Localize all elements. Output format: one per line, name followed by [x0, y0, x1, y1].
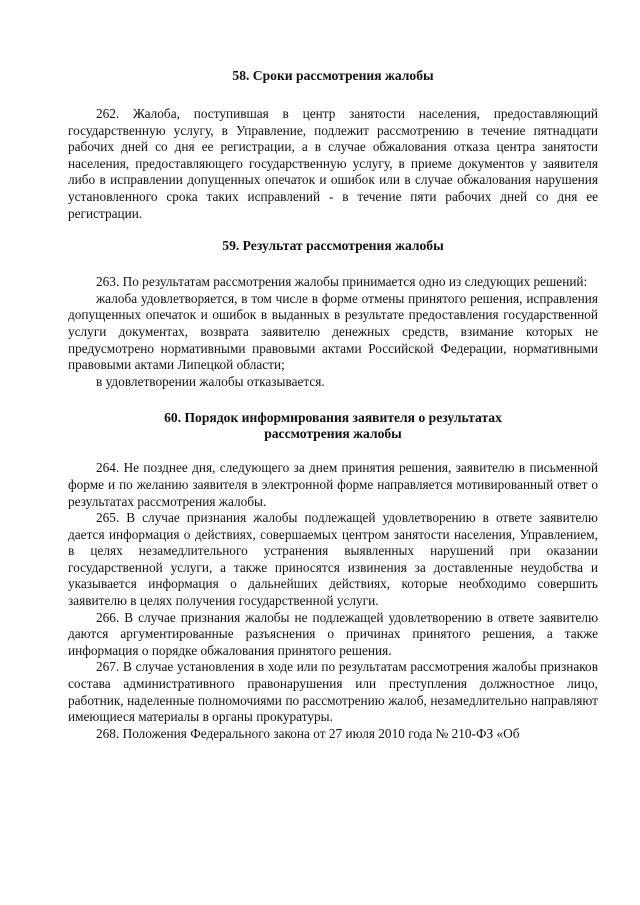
- paragraph-262: 262. Жалоба, поступившая в центр занятости населения, предоставляющий государственную услугу, в Управление, подлежит рассмотрению в течение пятнадцати рабочих дней со дня ее регистрации, а в случае обжалования отказа центра занятости населения, предоставляющего государственную услугу, в приеме документов у заявителя либо в исправлении допущенных опечаток и ошибок или в случае обжалования нарушения установленного срока таких исправлений - в течение пяти рабочих дней со дня ее регистрации.: [68, 106, 598, 221]
- section-heading-60-line1: 60. Порядок информирования заявителя о результатах: [164, 410, 502, 426]
- paragraph-263-option-satisfy: жалоба удовлетворяется, в том числе в форме отмены принятого решения, исправления допущенных опечаток и ошибок в выданных в результате предоставления государственной услуги документах, возврата заявителю денежных средств, взимание которых не предусмотрено нормативными правовыми актами Российской Федерации, нормативными правовыми актами Липецкой области;: [68, 290, 598, 373]
- paragraph-264: 264. Не позднее дня, следующего за днем принятия решения, заявителю в письменной форме и по желанию заявителя в электронной форме направляется мотивированный ответ о результатах рассмотрения жалобы.: [68, 460, 598, 509]
- paragraph-268: 268. Положения Федерального закона от 27 июля 2010 года № 210-ФЗ «Об: [96, 725, 520, 741]
- paragraph-267: 267. В случае установления в ходе или по результатам рассмотрения жалобы признаков состава административного правонарушения или преступления должностное лицо, работник, наделенные полномочиями по рассмотрению жалоб, незамедлительно направляют имеющиеся материалы в органы прокуратуры.: [68, 659, 598, 725]
- paragraph-263-option-refuse: в удовлетворении жалобы отказывается.: [96, 373, 325, 389]
- paragraph-263: 263. По результатам рассмотрения жалобы принимается одно из следующих решений:: [96, 274, 588, 290]
- section-heading-60-line2: рассмотрения жалобы: [264, 426, 402, 442]
- paragraph-265: 265. В случае признания жалобы подлежащей удовлетворению в ответе заявителю дается информация о действиях, совершаемых центром занятости населения, Управлением, в целях незамедлительного устранения выявленных нарушений при оказании государственной услуги, а также приносятся извинения за доставленные неудобства и указывается информация о дальнейших действиях, которые необходимо совершить заявителю в целях получения государственной услуги.: [68, 510, 598, 609]
- section-heading-58: 58. Сроки рассмотрения жалобы: [232, 68, 434, 83]
- section-heading-60: [68, 410, 598, 442]
- section-heading-59: 59. Результат рассмотрения жалобы: [222, 238, 444, 254]
- paragraph-266: 266. В случае признания жалобы не подлежащей удовлетворению в ответе заявителю даются аргументированные разъяснения о причинах принятого решения, а также информация о порядке обжалования принятого решения.: [68, 609, 598, 658]
